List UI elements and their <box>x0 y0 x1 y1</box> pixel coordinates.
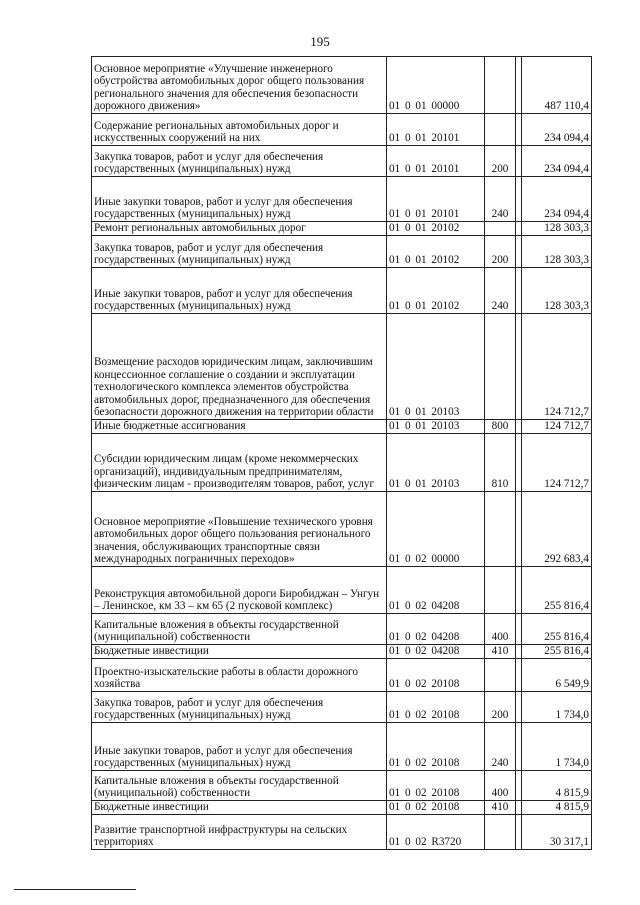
table-row <box>92 771 592 801</box>
table-row <box>92 268 592 314</box>
table-row <box>92 57 592 114</box>
row-code: 01 0 01 20101 <box>387 114 485 146</box>
table-row <box>92 492 592 567</box>
row-name: Закупка товаров, работ и услуг для обеспечения государственных (муниципальных) нужд <box>92 236 387 268</box>
row-amount: 4 815,9 <box>522 801 592 815</box>
table-row <box>92 420 592 434</box>
row-code: 01 0 02 20108 <box>387 723 485 771</box>
row-code: 01 0 02 20108 <box>387 692 485 723</box>
row-expense-type <box>485 222 516 236</box>
row-name: Капитальные вложения в объекты государственной (муниципальной) собственности <box>92 614 387 645</box>
table-row <box>92 645 592 659</box>
table-row <box>92 815 592 850</box>
row-code: 01 0 01 20101 <box>387 146 485 177</box>
row-code: 01 0 01 20102 <box>387 268 485 314</box>
row-expense-type <box>485 114 516 146</box>
row-code: 01 0 02 04208 <box>387 567 485 614</box>
row-expense-type <box>485 314 516 420</box>
row-amount: 234 094,4 <box>522 146 592 177</box>
row-code: 01 0 01 20103 <box>387 314 485 420</box>
row-code: 01 0 01 20101 <box>387 177 485 222</box>
table-row <box>92 236 592 268</box>
row-name: Иные закупки товаров, работ и услуг для обеспечения государственных (муниципальных) нужд <box>92 268 387 314</box>
row-code: 01 0 02 20108 <box>387 771 485 801</box>
row-code: 01 0 01 00000 <box>387 57 485 114</box>
row-name: Возмещение расходов юридическим лицам, заключившим концессионное соглашение о создании и эксплуатации технологического комплекса элементов обустройства автомобильных дорог, предназначенного для обеспечения безопасности дорожного движения на территории области <box>92 314 387 420</box>
row-expense-type: 200 <box>485 236 516 268</box>
row-code: 01 0 01 20103 <box>387 434 485 492</box>
budget-table <box>91 56 592 850</box>
row-amount: 255 816,4 <box>522 645 592 659</box>
table-row <box>92 434 592 492</box>
row-expense-type <box>485 815 516 850</box>
row-amount: 4 815,9 <box>522 771 592 801</box>
row-code: 01 0 01 20102 <box>387 236 485 268</box>
row-name: Иные закупки товаров, работ и услуг для обеспечения государственных (муниципальных) нужд <box>92 723 387 771</box>
row-expense-type: 240 <box>485 177 516 222</box>
table-row <box>92 314 592 420</box>
row-expense-type <box>485 492 516 567</box>
row-expense-type: 240 <box>485 723 516 771</box>
row-name: Основное мероприятие «Повышение технического уровня автомобильных дорог общего пользования регионального значения, обслуживающих транспортные связи международных пограничных переходов» <box>92 492 387 567</box>
row-name: Закупка товаров, работ и услуг для обеспечения государственных (муниципальных) нужд <box>92 146 387 177</box>
table-row <box>92 723 592 771</box>
table-row <box>92 614 592 645</box>
row-code: 01 0 02 04208 <box>387 645 485 659</box>
row-name: Развитие транспортной инфраструктуры на сельских территориях <box>92 815 387 850</box>
row-name: Проектно-изыскательские работы в области дорожного хозяйства <box>92 659 387 692</box>
row-name: Закупка товаров, работ и услуг для обеспечения государственных (муниципальных) нужд <box>92 692 387 723</box>
row-name: Субсидии юридическим лицам (кроме некоммерческих организаций), индивидуальным предпринимателям, физическим лицам - производителям товаров, работ, услуг <box>92 434 387 492</box>
row-expense-type: 240 <box>485 268 516 314</box>
row-amount: 6 549,9 <box>522 659 592 692</box>
row-code: 01 0 02 20108 <box>387 659 485 692</box>
row-code: 01 0 01 20103 <box>387 420 485 434</box>
row-code: 01 0 02 20108 <box>387 801 485 815</box>
row-amount: 128 303,3 <box>522 222 592 236</box>
row-amount: 1 734,0 <box>522 692 592 723</box>
budget-table-body <box>92 57 592 850</box>
row-name: Основное мероприятие «Улучшение инженерного обустройства автомобильных дорог общего пользования регионального значения для обеспечения безопасности дорожного движения» <box>92 57 387 114</box>
table-row <box>92 114 592 146</box>
row-amount: 30 317,1 <box>522 815 592 850</box>
row-name: Ремонт региональных автомобильных дорог <box>92 222 387 236</box>
row-expense-type: 410 <box>485 645 516 659</box>
row-code: 01 0 02 04208 <box>387 614 485 645</box>
table-row <box>92 567 592 614</box>
row-expense-type <box>485 659 516 692</box>
row-expense-type: 400 <box>485 614 516 645</box>
row-amount: 487 110,4 <box>522 57 592 114</box>
row-amount: 292 683,4 <box>522 492 592 567</box>
row-name: Бюджетные инвестиции <box>92 801 387 815</box>
row-amount: 124 712,7 <box>522 434 592 492</box>
row-expense-type: 810 <box>485 434 516 492</box>
table-row <box>92 801 592 815</box>
row-amount: 255 816,4 <box>522 567 592 614</box>
page-number: 195 <box>310 34 330 49</box>
row-name: Капитальные вложения в объекты государственной (муниципальной) собственности <box>92 771 387 801</box>
table-row <box>92 177 592 222</box>
row-amount: 255 816,4 <box>522 614 592 645</box>
row-amount: 234 094,4 <box>522 177 592 222</box>
row-code: 01 0 02 R3720 <box>387 815 485 850</box>
row-expense-type <box>485 57 516 114</box>
footnote-rule <box>14 889 136 890</box>
row-amount: 124 712,7 <box>522 314 592 420</box>
row-name: Реконструкция автомобильной дороги Биробиджан – Унгун – Ленинское, км 33 – км 65 (2 пусковой комплекс) <box>92 567 387 614</box>
row-amount: 1 734,0 <box>522 723 592 771</box>
table-row <box>92 222 592 236</box>
row-amount: 128 303,3 <box>522 268 592 314</box>
row-expense-type: 400 <box>485 771 516 801</box>
row-expense-type: 410 <box>485 801 516 815</box>
row-amount: 124 712,7 <box>522 420 592 434</box>
row-name: Содержание региональных автомобильных дорог и искусственных сооружений на них <box>92 114 387 146</box>
row-amount: 234 094,4 <box>522 114 592 146</box>
row-name: Бюджетные инвестиции <box>92 645 387 659</box>
row-code: 01 0 01 20102 <box>387 222 485 236</box>
table-row <box>92 146 592 177</box>
row-name: Иные закупки товаров, работ и услуг для обеспечения государственных (муниципальных) нужд <box>92 177 387 222</box>
row-expense-type: 800 <box>485 420 516 434</box>
row-expense-type: 200 <box>485 692 516 723</box>
row-expense-type: 200 <box>485 146 516 177</box>
table-row <box>92 692 592 723</box>
table-row <box>92 659 592 692</box>
row-name: Иные бюджетные ассигнования <box>92 420 387 434</box>
row-amount: 128 303,3 <box>522 236 592 268</box>
row-code: 01 0 02 00000 <box>387 492 485 567</box>
row-expense-type <box>485 567 516 614</box>
